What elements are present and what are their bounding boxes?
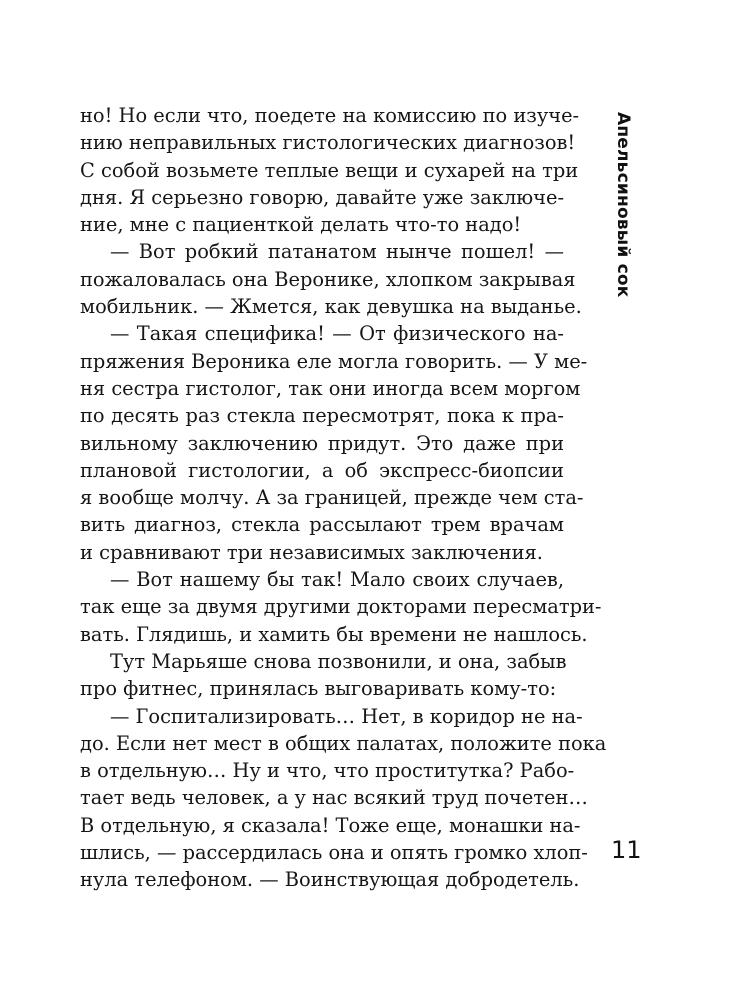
text-line: и сравнивают три независимых заключения. bbox=[80, 540, 543, 564]
text-line: Тут Марьяше снова позвонили, и она, забыв bbox=[110, 649, 567, 673]
text-line: дня. Я серьезно говорю, давайте уже заключе- bbox=[80, 185, 564, 209]
text-line: но! Но если что, поедете на комиссию по изуче- bbox=[80, 104, 580, 127]
text-line: — Госпитализировать… Нет, в коридор не на- bbox=[110, 704, 583, 728]
text-line: шлись, — рассердилась она и опять громко хлоп- bbox=[80, 841, 588, 865]
text-line: пожаловалась она Веронике, хлопком закрывая bbox=[80, 267, 576, 291]
page-number: 11 bbox=[611, 836, 642, 864]
text-line: про фитнес, принялась выговаривать кому-то: bbox=[80, 677, 557, 701]
text-line: В отдельную, я сказала! Тоже еще, монашки на- bbox=[80, 813, 581, 837]
text-line: тает ведь человек, а у нас всякий труд почетен… bbox=[80, 786, 588, 810]
text-line: по десять раз стекла пересмотрят, пока к пра- bbox=[80, 404, 564, 428]
text-line: я вообще молчу. А за границей, прежде чем ста- bbox=[80, 486, 584, 510]
body-text bbox=[80, 102, 607, 894]
text-line: пряжения Вероника еле могла говорить. — У ме- bbox=[80, 349, 588, 373]
text-line: — Вот нашему бы так! Мало своих случаев, bbox=[110, 568, 564, 592]
text-line: — Такая специфика! — От физического на- bbox=[110, 322, 564, 346]
text-line: в отдельную… Ну и что, что проститутка? Рабо- bbox=[80, 759, 575, 783]
text-line: С собой возьмете теплые вещи и сухарей на три bbox=[80, 158, 579, 182]
text-line: вать. Глядишь, и хамить бы времени не нашлось. bbox=[80, 622, 588, 646]
text-line: до. Если нет мест в общих палатах, положите пока bbox=[80, 731, 607, 755]
text-line: вильному заключению придут. Это даже при bbox=[80, 431, 564, 455]
text-line: нию неправильных гистологических диагнозов! bbox=[80, 131, 576, 155]
text-line: мобильник. — Жмется, как девушка на выданье. bbox=[80, 295, 582, 319]
running-title: Апельсиновый сок bbox=[613, 112, 633, 298]
text-line: плановой гистологии, а об экспресс-биопсии bbox=[80, 458, 564, 482]
text-line: так еще за двумя другими докторами пересматри- bbox=[80, 595, 602, 619]
text-line: нула телефоном. — Воинствующая добродетель. bbox=[80, 868, 580, 892]
text-line: ние, мне с пациенткой делать что-то надо! bbox=[80, 213, 522, 237]
text-line: вить диагноз, стекла рассылают трем врачам bbox=[80, 513, 564, 537]
text-line: — Вот робкий патанатом нынче пошел! — bbox=[110, 240, 564, 264]
text-line: ня сестра гистолог, так они иногда всем моргом bbox=[80, 376, 581, 400]
